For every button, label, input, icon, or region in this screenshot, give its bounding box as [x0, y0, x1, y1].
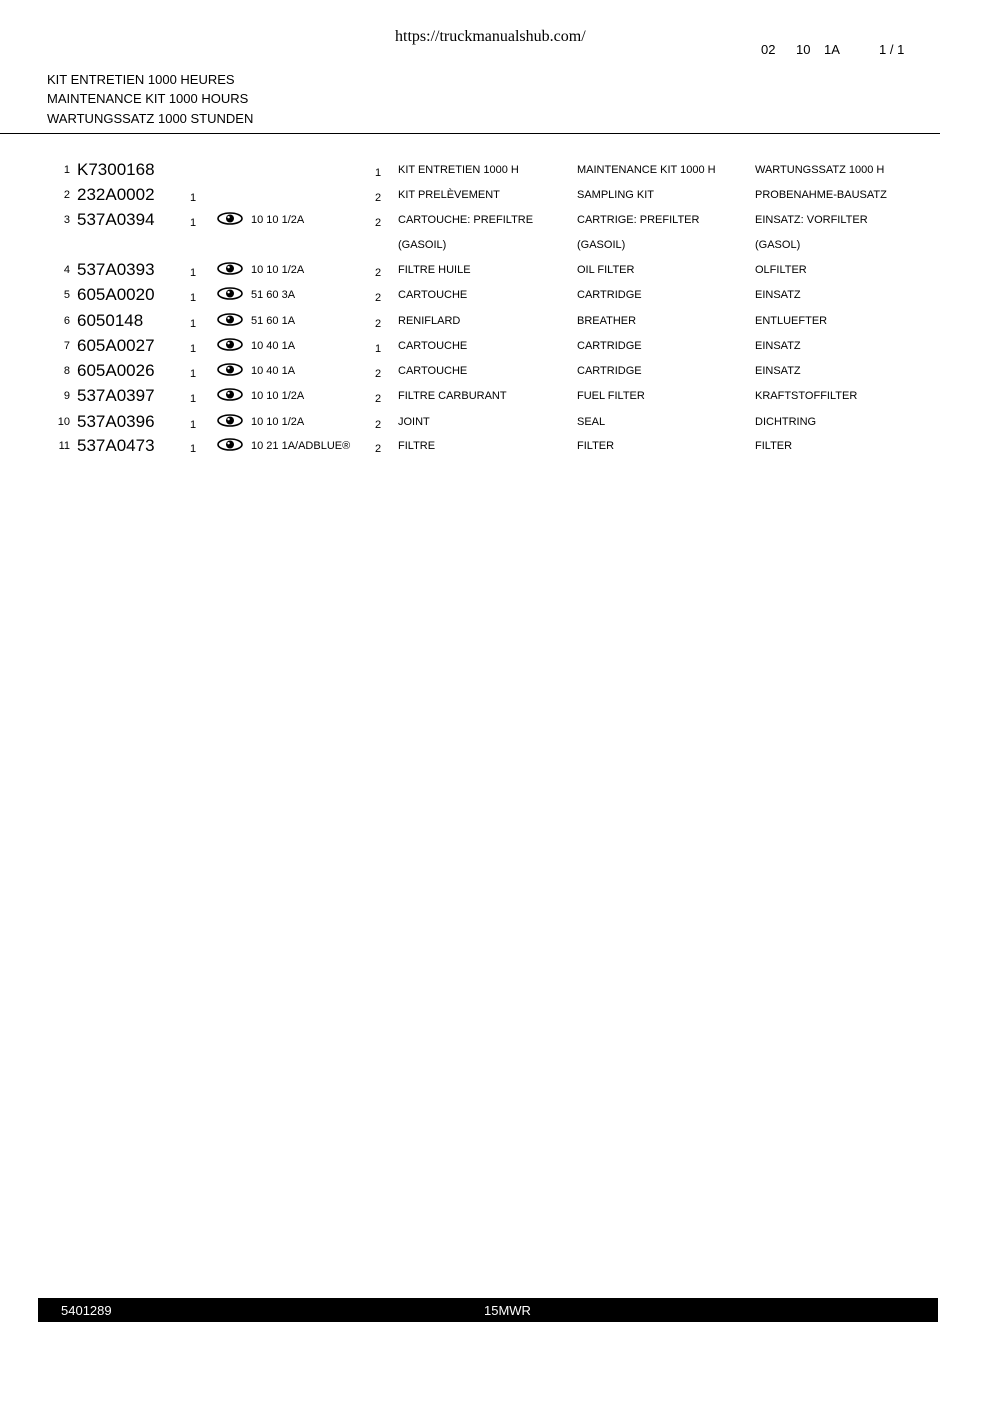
eye-icon[interactable] — [217, 262, 245, 276]
item-number: 6 — [63, 315, 70, 327]
part-number: 537A0397 — [77, 386, 155, 405]
level: 2 — [375, 419, 382, 431]
level: 1 — [375, 343, 382, 355]
description-en: CARTRIDGE — [577, 289, 642, 301]
quantity: 1 — [190, 419, 197, 431]
description-fr: KIT PRELÈVEMENT — [398, 189, 500, 201]
description-en: CARTRIGE: PREFILTER — [577, 214, 700, 226]
description-en: OIL FILTER — [577, 264, 635, 276]
item-number: 8 — [63, 365, 70, 377]
section-ref-a: 02 — [761, 42, 776, 57]
description-en: FUEL FILTER — [577, 390, 645, 402]
figure-reference: 10 40 1A — [251, 340, 296, 352]
description-de: ENTLUEFTER — [755, 315, 828, 327]
quantity: 1 — [190, 267, 197, 279]
description-en: SEAL — [577, 416, 606, 428]
part-number: 537A0396 — [77, 412, 155, 431]
quantity: 1 — [190, 217, 197, 229]
level: 1 — [375, 167, 382, 179]
description-fr: JOINT — [398, 416, 430, 428]
table-row — [0, 436, 992, 464]
item-number: 10 — [57, 416, 70, 428]
table-row — [0, 285, 992, 313]
table-row — [0, 386, 992, 414]
description-de: EINSATZ: VORFILTER — [755, 214, 868, 226]
section-ref-b: 10 — [796, 42, 811, 57]
item-number: 9 — [63, 390, 70, 402]
description-fr: FILTRE — [398, 440, 436, 452]
header-divider — [0, 133, 940, 134]
quantity: 1 — [190, 192, 197, 204]
footer-model: 15MWR — [484, 1303, 531, 1318]
item-number: 11 — [58, 440, 70, 452]
description-en: BREATHER — [577, 315, 637, 327]
quantity: 1 — [190, 292, 197, 304]
description-de: EINSATZ — [755, 365, 801, 377]
part-number: 537A0394 — [77, 210, 155, 229]
figure-reference: 51 60 1A — [251, 315, 296, 327]
level: 2 — [375, 443, 382, 455]
description-en: SAMPLING KIT — [577, 189, 655, 201]
description-de: KRAFTSTOFFILTER — [755, 390, 858, 402]
quantity: 1 — [190, 343, 197, 355]
item-number: 7 — [63, 340, 70, 352]
part-number: 232A0002 — [77, 185, 155, 204]
title-de: WARTUNGSSATZ 1000 STUNDEN — [47, 111, 254, 126]
figure-reference: 10 10 1/2A — [251, 214, 305, 226]
description-fr: CARTOUCHE: PREFILTRE — [398, 214, 534, 226]
part-number: K7300168 — [77, 160, 155, 179]
footer-bar — [38, 1298, 938, 1322]
description-en: CARTRIDGE — [577, 340, 642, 352]
eye-icon[interactable] — [217, 338, 245, 352]
title-fr: KIT ENTRETIEN 1000 HEURES — [47, 72, 235, 87]
description-de: OLFILTER — [755, 264, 807, 276]
figure-reference: 10 10 1/2A — [251, 264, 305, 276]
description-fr: CARTOUCHE — [398, 365, 468, 377]
description-de: WARTUNGSSATZ 1000 H — [755, 164, 885, 176]
description-fr: CARTOUCHE — [398, 340, 468, 352]
description-en: (GASOIL) — [577, 239, 626, 251]
eye-icon[interactable] — [217, 212, 245, 226]
section-ref-c: 1A — [824, 42, 840, 57]
description-de: PROBENAHME-BAUSATZ — [755, 189, 887, 201]
page-number: 1 / 1 — [879, 42, 905, 57]
description-de: (GASOL) — [755, 239, 801, 251]
level: 2 — [375, 368, 382, 380]
description-fr: CARTOUCHE — [398, 289, 468, 301]
footer-doc-number: 5401289 — [61, 1303, 112, 1318]
figure-reference: 10 40 1A — [251, 365, 296, 377]
eye-icon[interactable] — [217, 388, 245, 402]
item-number: 2 — [63, 189, 70, 201]
level: 2 — [375, 393, 382, 405]
description-fr: FILTRE CARBURANT — [398, 390, 507, 402]
item-number: 5 — [63, 289, 70, 301]
level: 2 — [375, 192, 382, 204]
part-number: 6050148 — [77, 311, 144, 330]
eye-icon[interactable] — [217, 438, 245, 452]
description-en: FILTER — [577, 440, 615, 452]
level: 2 — [375, 318, 382, 330]
level: 2 — [375, 217, 382, 229]
figure-reference: 51 60 3A — [251, 289, 296, 301]
part-number: 605A0020 — [77, 285, 155, 304]
part-number: 537A0473 — [77, 436, 155, 455]
eye-icon[interactable] — [217, 313, 245, 327]
description-de: FILTER — [755, 440, 793, 452]
level: 2 — [375, 267, 382, 279]
description-en: CARTRIDGE — [577, 365, 642, 377]
part-number: 537A0393 — [77, 260, 155, 279]
quantity: 1 — [190, 318, 197, 330]
quantity: 1 — [190, 393, 197, 405]
eye-icon[interactable] — [217, 414, 245, 428]
description-de: EINSATZ — [755, 340, 801, 352]
description-de: EINSATZ — [755, 289, 801, 301]
table-row — [0, 210, 992, 238]
part-number: 605A0027 — [77, 336, 155, 355]
quantity: 1 — [190, 443, 197, 455]
description-fr: FILTRE HUILE — [398, 264, 471, 276]
item-number: 4 — [63, 264, 70, 276]
source-url[interactable]: https://truckmanualshub.com/ — [395, 28, 586, 45]
description-fr: RENIFLARD — [398, 315, 461, 327]
level: 2 — [375, 292, 382, 304]
item-number: 3 — [63, 214, 70, 226]
figure-reference: 10 10 1/2A — [251, 390, 305, 402]
title-en: MAINTENANCE KIT 1000 HOURS — [47, 91, 249, 106]
eye-icon[interactable] — [217, 287, 245, 301]
description-en: MAINTENANCE KIT 1000 H — [577, 164, 716, 176]
part-number: 605A0026 — [77, 361, 155, 380]
eye-icon[interactable] — [217, 363, 245, 377]
description-fr: KIT ENTRETIEN 1000 H — [398, 164, 519, 176]
figure-reference: 10 21 1A/ADBLUE® — [251, 440, 351, 452]
item-number: 1 — [63, 164, 70, 176]
quantity: 1 — [190, 368, 197, 380]
description-fr: (GASOIL) — [398, 239, 447, 251]
figure-reference: 10 10 1/2A — [251, 416, 305, 428]
description-de: DICHTRING — [755, 416, 817, 428]
